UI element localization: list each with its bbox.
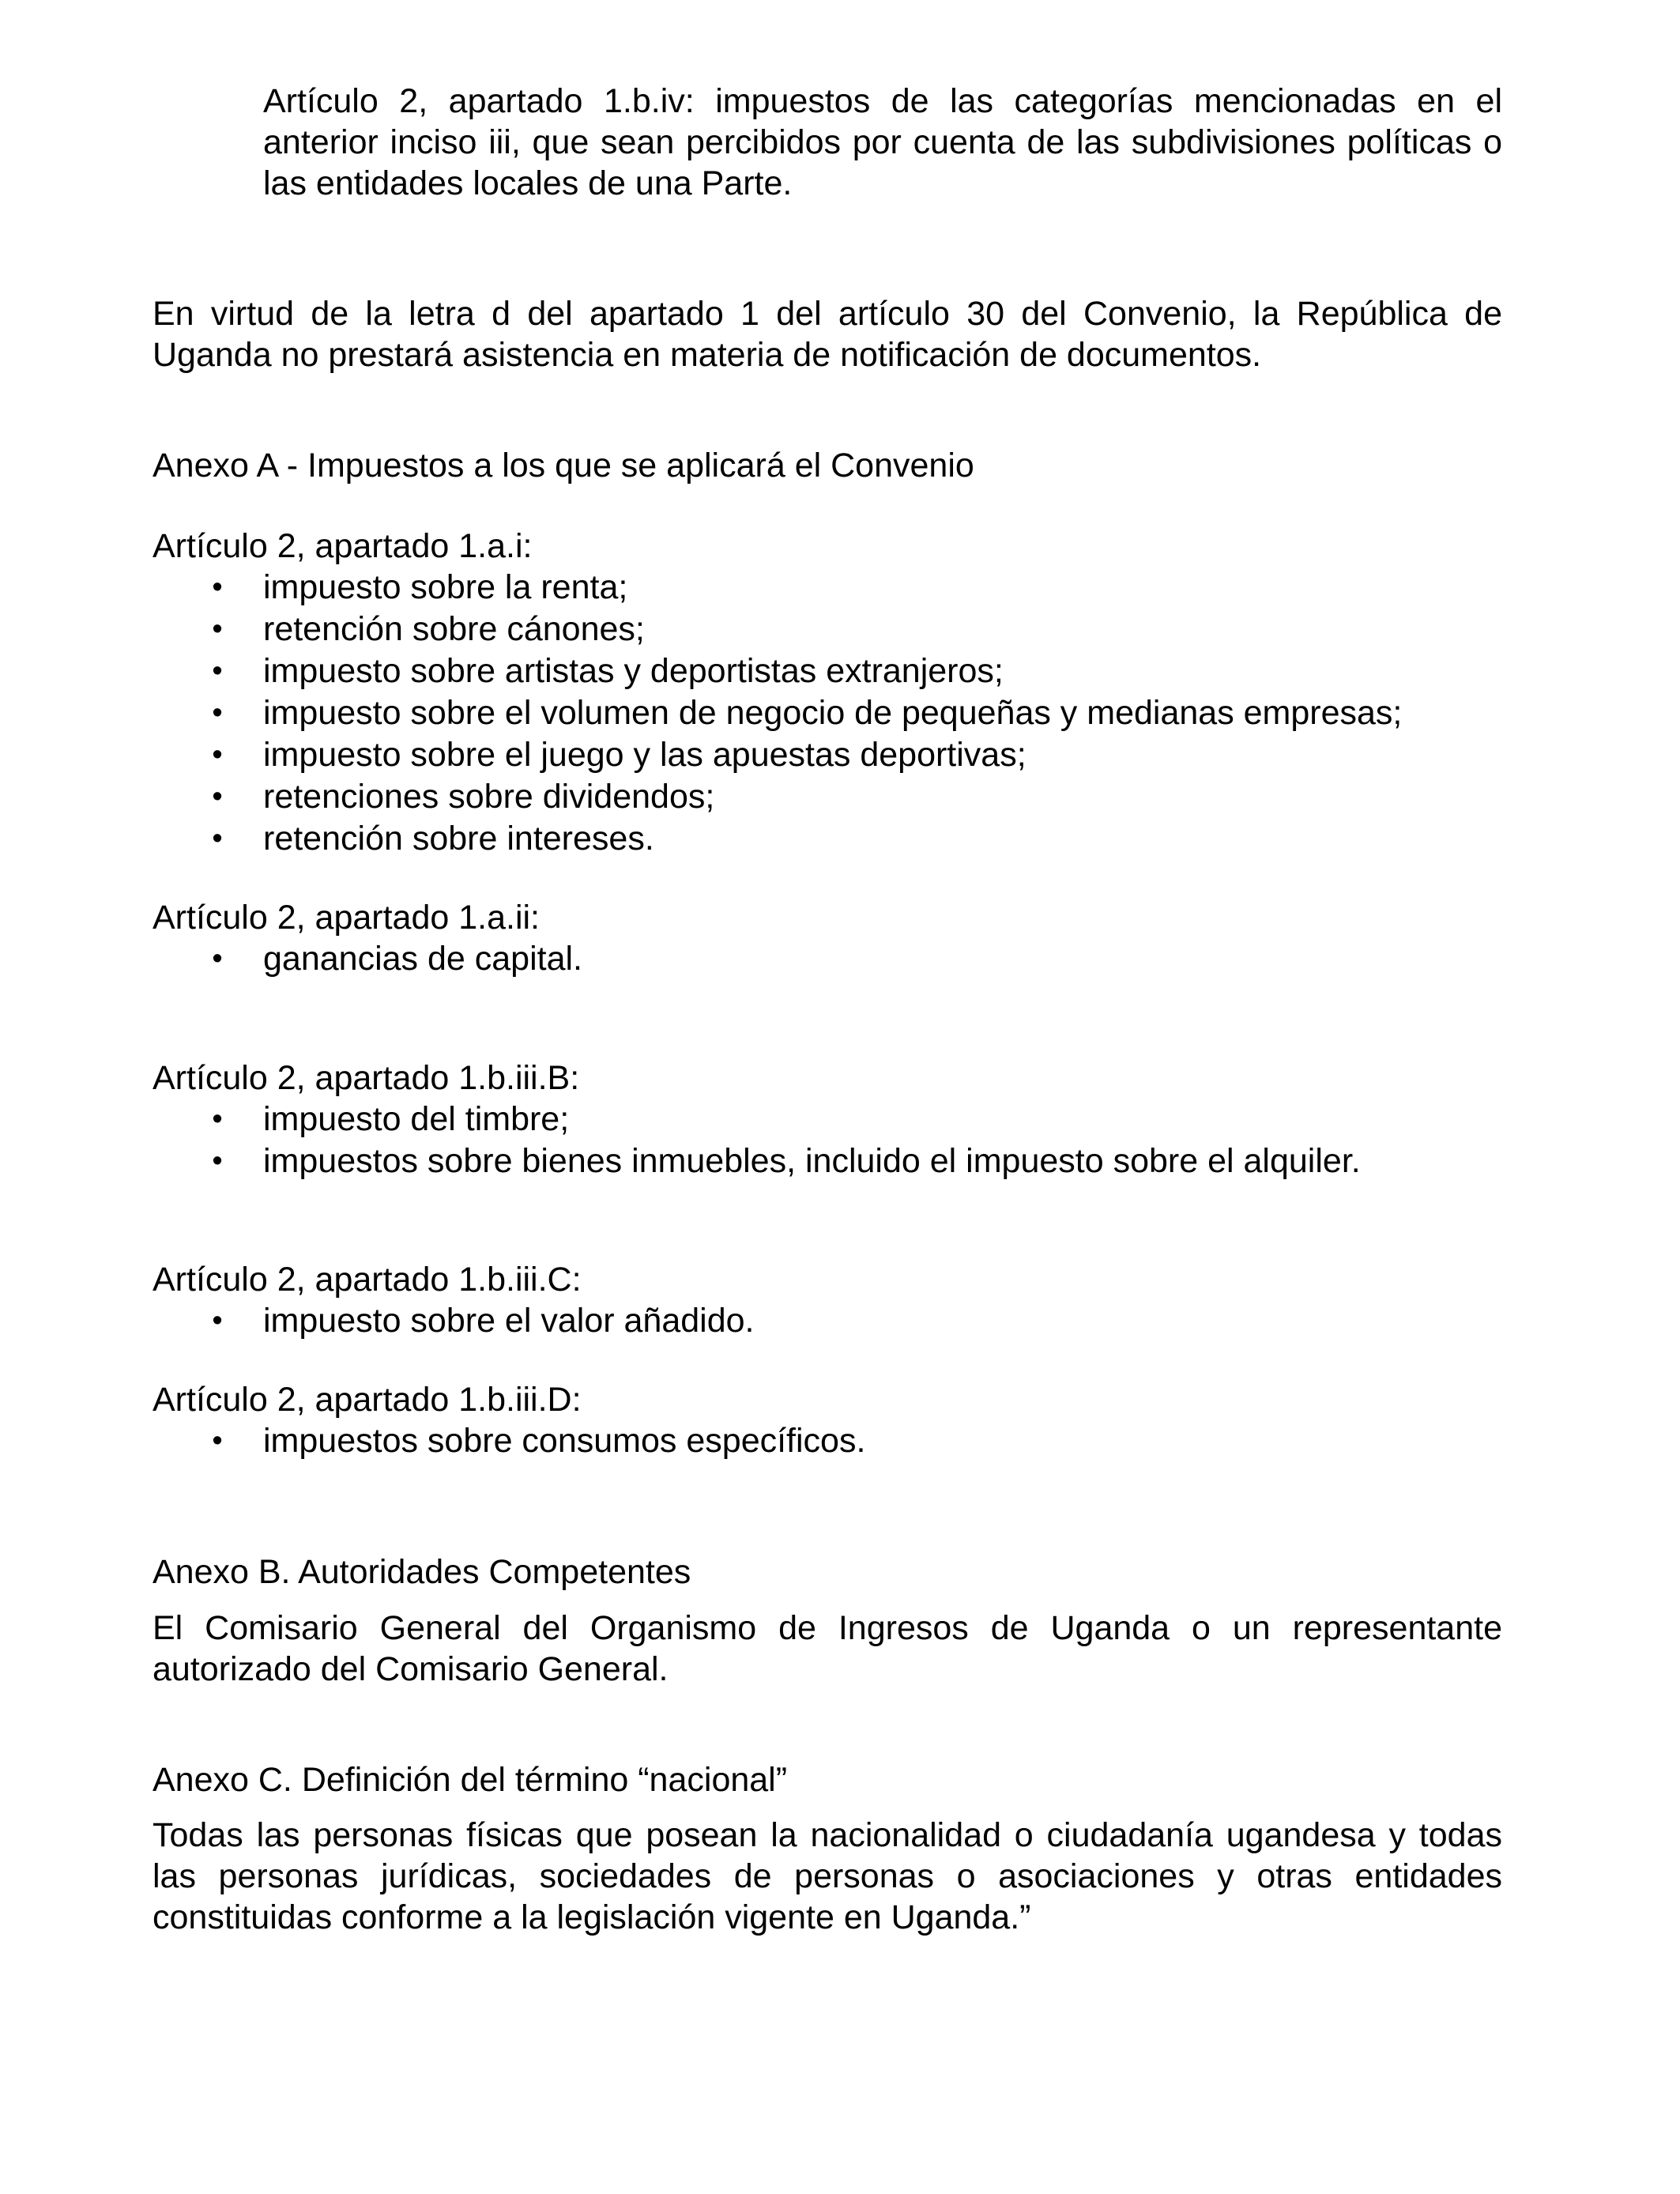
annex-b-paragraph xyxy=(153,1608,1502,1690)
list-item-text: impuesto sobre el volumen de negocio de pequeñas y medianas empresas; xyxy=(263,694,1403,732)
list-item xyxy=(153,1099,1502,1140)
list-item xyxy=(153,1300,1502,1342)
list-item xyxy=(153,1420,1502,1462)
list-item-text: impuesto sobre el valor añadido. xyxy=(263,1302,755,1340)
section-1biiib xyxy=(153,1057,1502,1182)
section-heading: Artículo 2, apartado 1.b.iii.C: xyxy=(153,1261,582,1299)
list-item-text: impuesto sobre la renta; xyxy=(263,568,628,606)
list-item-text: impuestos sobre consumos específicos. xyxy=(263,1422,866,1460)
annex-b-title xyxy=(153,1551,1502,1593)
section-1biiid xyxy=(153,1379,1502,1462)
list-item xyxy=(153,734,1502,776)
section-list xyxy=(153,1099,1502,1182)
annex-c-text: Todas las personas físicas que posean la nacionalidad o ciudadanía ugandesa y todas las personas jurídicas, sociedades de personas o asociaciones y otras entidades constituidas conforme a la legislación vigente en Uganda.” xyxy=(153,1816,1502,1936)
section-1ai xyxy=(153,526,1502,860)
list-item xyxy=(153,692,1502,734)
notification-text: En virtud de la letra d del apartado 1 del artículo 30 del Convenio, la República de Uganda no prestará asistencia en materia de notificación de documentos. xyxy=(153,295,1502,374)
list-item-text: retención sobre intereses. xyxy=(263,820,654,858)
section-heading: Artículo 2, apartado 1.a.i: xyxy=(153,527,533,565)
list-item-text: retención sobre cánones; xyxy=(263,610,645,648)
notification-paragraph xyxy=(153,293,1502,375)
bullet-icon: • xyxy=(212,780,223,813)
list-item xyxy=(153,818,1502,860)
bullet-icon: • xyxy=(212,654,223,688)
list-item-text: impuesto sobre artistas y deportistas extranjeros; xyxy=(263,652,1004,690)
list-item xyxy=(153,567,1502,609)
section-list xyxy=(153,938,1502,980)
list-item-text: impuesto sobre el juego y las apuestas deportivas; xyxy=(263,736,1026,774)
list-item xyxy=(153,938,1502,980)
bullet-icon: • xyxy=(212,571,223,604)
annex-b-title-text: Anexo B. Autoridades Competentes xyxy=(153,1553,691,1591)
art2-1biv-text: Artículo 2, apartado 1.b.iv: impuestos de las categorías mencionadas en el anterior inciso iii, que sean percibidos por cuenta de las subdivisiones políticas o las entidades locales de una Parte. xyxy=(263,82,1502,202)
bullet-icon: • xyxy=(212,738,223,771)
art2-1biv-paragraph xyxy=(263,81,1502,204)
annex-a-title-text: Anexo A - Impuestos a los que se aplicará el Convenio xyxy=(153,447,974,484)
section-list xyxy=(153,1420,1502,1462)
annex-c-paragraph xyxy=(153,1815,1502,1938)
list-item xyxy=(153,776,1502,818)
bullet-icon: • xyxy=(212,942,223,975)
bullet-icon: • xyxy=(212,1304,223,1337)
list-item-text: retenciones sobre dividendos; xyxy=(263,778,715,816)
bullet-icon: • xyxy=(212,1424,223,1457)
section-1biiic xyxy=(153,1259,1502,1342)
list-item xyxy=(153,650,1502,692)
annex-c-title xyxy=(153,1759,1502,1800)
list-item-text: ganancias de capital. xyxy=(263,940,583,978)
bullet-icon: • xyxy=(212,613,223,646)
annex-a-title xyxy=(153,445,1502,486)
list-item xyxy=(153,1140,1502,1182)
bullet-icon: • xyxy=(212,1144,223,1178)
annex-b-text: El Comisario General del Organismo de Ingresos de Uganda o un representante autorizado del Comisario General. xyxy=(153,1609,1502,1688)
section-heading: Artículo 2, apartado 1.b.iii.D: xyxy=(153,1381,582,1419)
bullet-icon: • xyxy=(212,822,223,855)
annex-c-title-text: Anexo C. Definición del término “nacional” xyxy=(153,1761,788,1799)
list-item xyxy=(153,609,1502,650)
section-list xyxy=(153,1300,1502,1342)
list-item-text: impuesto del timbre; xyxy=(263,1100,570,1138)
section-list xyxy=(153,567,1502,860)
section-heading: Artículo 2, apartado 1.a.ii: xyxy=(153,899,541,937)
list-item-text: impuestos sobre bienes inmuebles, incluido el impuesto sobre el alquiler. xyxy=(263,1142,1361,1180)
section-1aii xyxy=(153,897,1502,980)
section-heading: Artículo 2, apartado 1.b.iii.B: xyxy=(153,1059,580,1097)
bullet-icon: • xyxy=(212,696,223,729)
bullet-icon: • xyxy=(212,1103,223,1136)
